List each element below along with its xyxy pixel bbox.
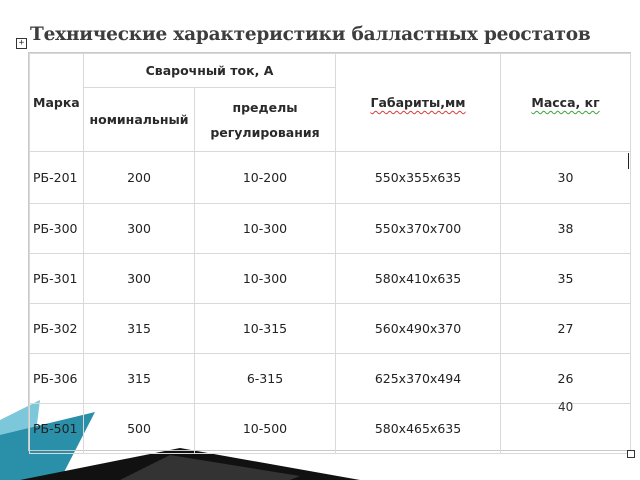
table-row — [30, 404, 631, 454]
cell-range: 10-200 — [195, 152, 336, 204]
table-row — [30, 204, 631, 254]
cell-range: 10-300 — [195, 254, 336, 304]
header-mark: Марка — [30, 54, 84, 152]
cell-mass: 38 — [501, 204, 631, 254]
table-move-handle-icon[interactable]: + — [16, 38, 27, 49]
header-mass-label: Масса, кг — [531, 95, 600, 110]
specs-table — [29, 53, 631, 454]
cell-mass: 26 — [501, 354, 631, 404]
header-nominal: номинальный — [84, 88, 195, 152]
cell-mass: 27 — [501, 304, 631, 354]
header-dimensions-label: Габариты,мм — [370, 95, 466, 110]
cell-dimensions: 560х490х370 — [336, 304, 501, 354]
header-welding-current: Сварочный ток, А — [84, 54, 336, 88]
cell-range: 10-500 — [195, 404, 336, 454]
cell-mark: РБ-301 — [30, 254, 84, 304]
cell-nominal: 315 — [84, 354, 195, 404]
header-range: пределы регулирования — [195, 88, 336, 152]
cell-mass: 35 — [501, 254, 631, 304]
cell-nominal: 200 — [84, 152, 195, 204]
cell-mass: 30 — [501, 152, 631, 204]
cell-range: 10-300 — [195, 204, 336, 254]
cell-dimensions: 625х370х494 — [336, 354, 501, 404]
table-row — [30, 354, 631, 404]
stray-mass-value: 40 — [558, 400, 574, 414]
cell-nominal: 300 — [84, 254, 195, 304]
table-row — [30, 254, 631, 304]
page-title: Технические характеристики балластных реостатов — [30, 24, 591, 45]
cell-mark: РБ-201 — [30, 152, 84, 204]
cell-nominal: 500 — [84, 404, 195, 454]
cell-dimensions: 550х370х700 — [336, 204, 501, 254]
cell-range: 10-315 — [195, 304, 336, 354]
cell-nominal: 315 — [84, 304, 195, 354]
table-row — [30, 304, 631, 354]
cell-dimensions: 580х465х635 — [336, 404, 501, 454]
header-dimensions — [336, 54, 501, 152]
cell-range: 6-315 — [195, 354, 336, 404]
cell-dimensions: 550х355х635 — [336, 152, 501, 204]
table-resize-handle[interactable] — [627, 450, 635, 458]
header-mass — [501, 54, 631, 152]
cell-mark: РБ-300 — [30, 204, 84, 254]
text-cursor — [628, 153, 629, 169]
cell-nominal: 300 — [84, 204, 195, 254]
cell-mark: РБ-302 — [30, 304, 84, 354]
cell-mark: РБ-306 — [30, 354, 84, 404]
table-row — [30, 152, 631, 204]
cell-mark: РБ-501 — [30, 404, 84, 454]
cell-dimensions: 580х410х635 — [336, 254, 501, 304]
